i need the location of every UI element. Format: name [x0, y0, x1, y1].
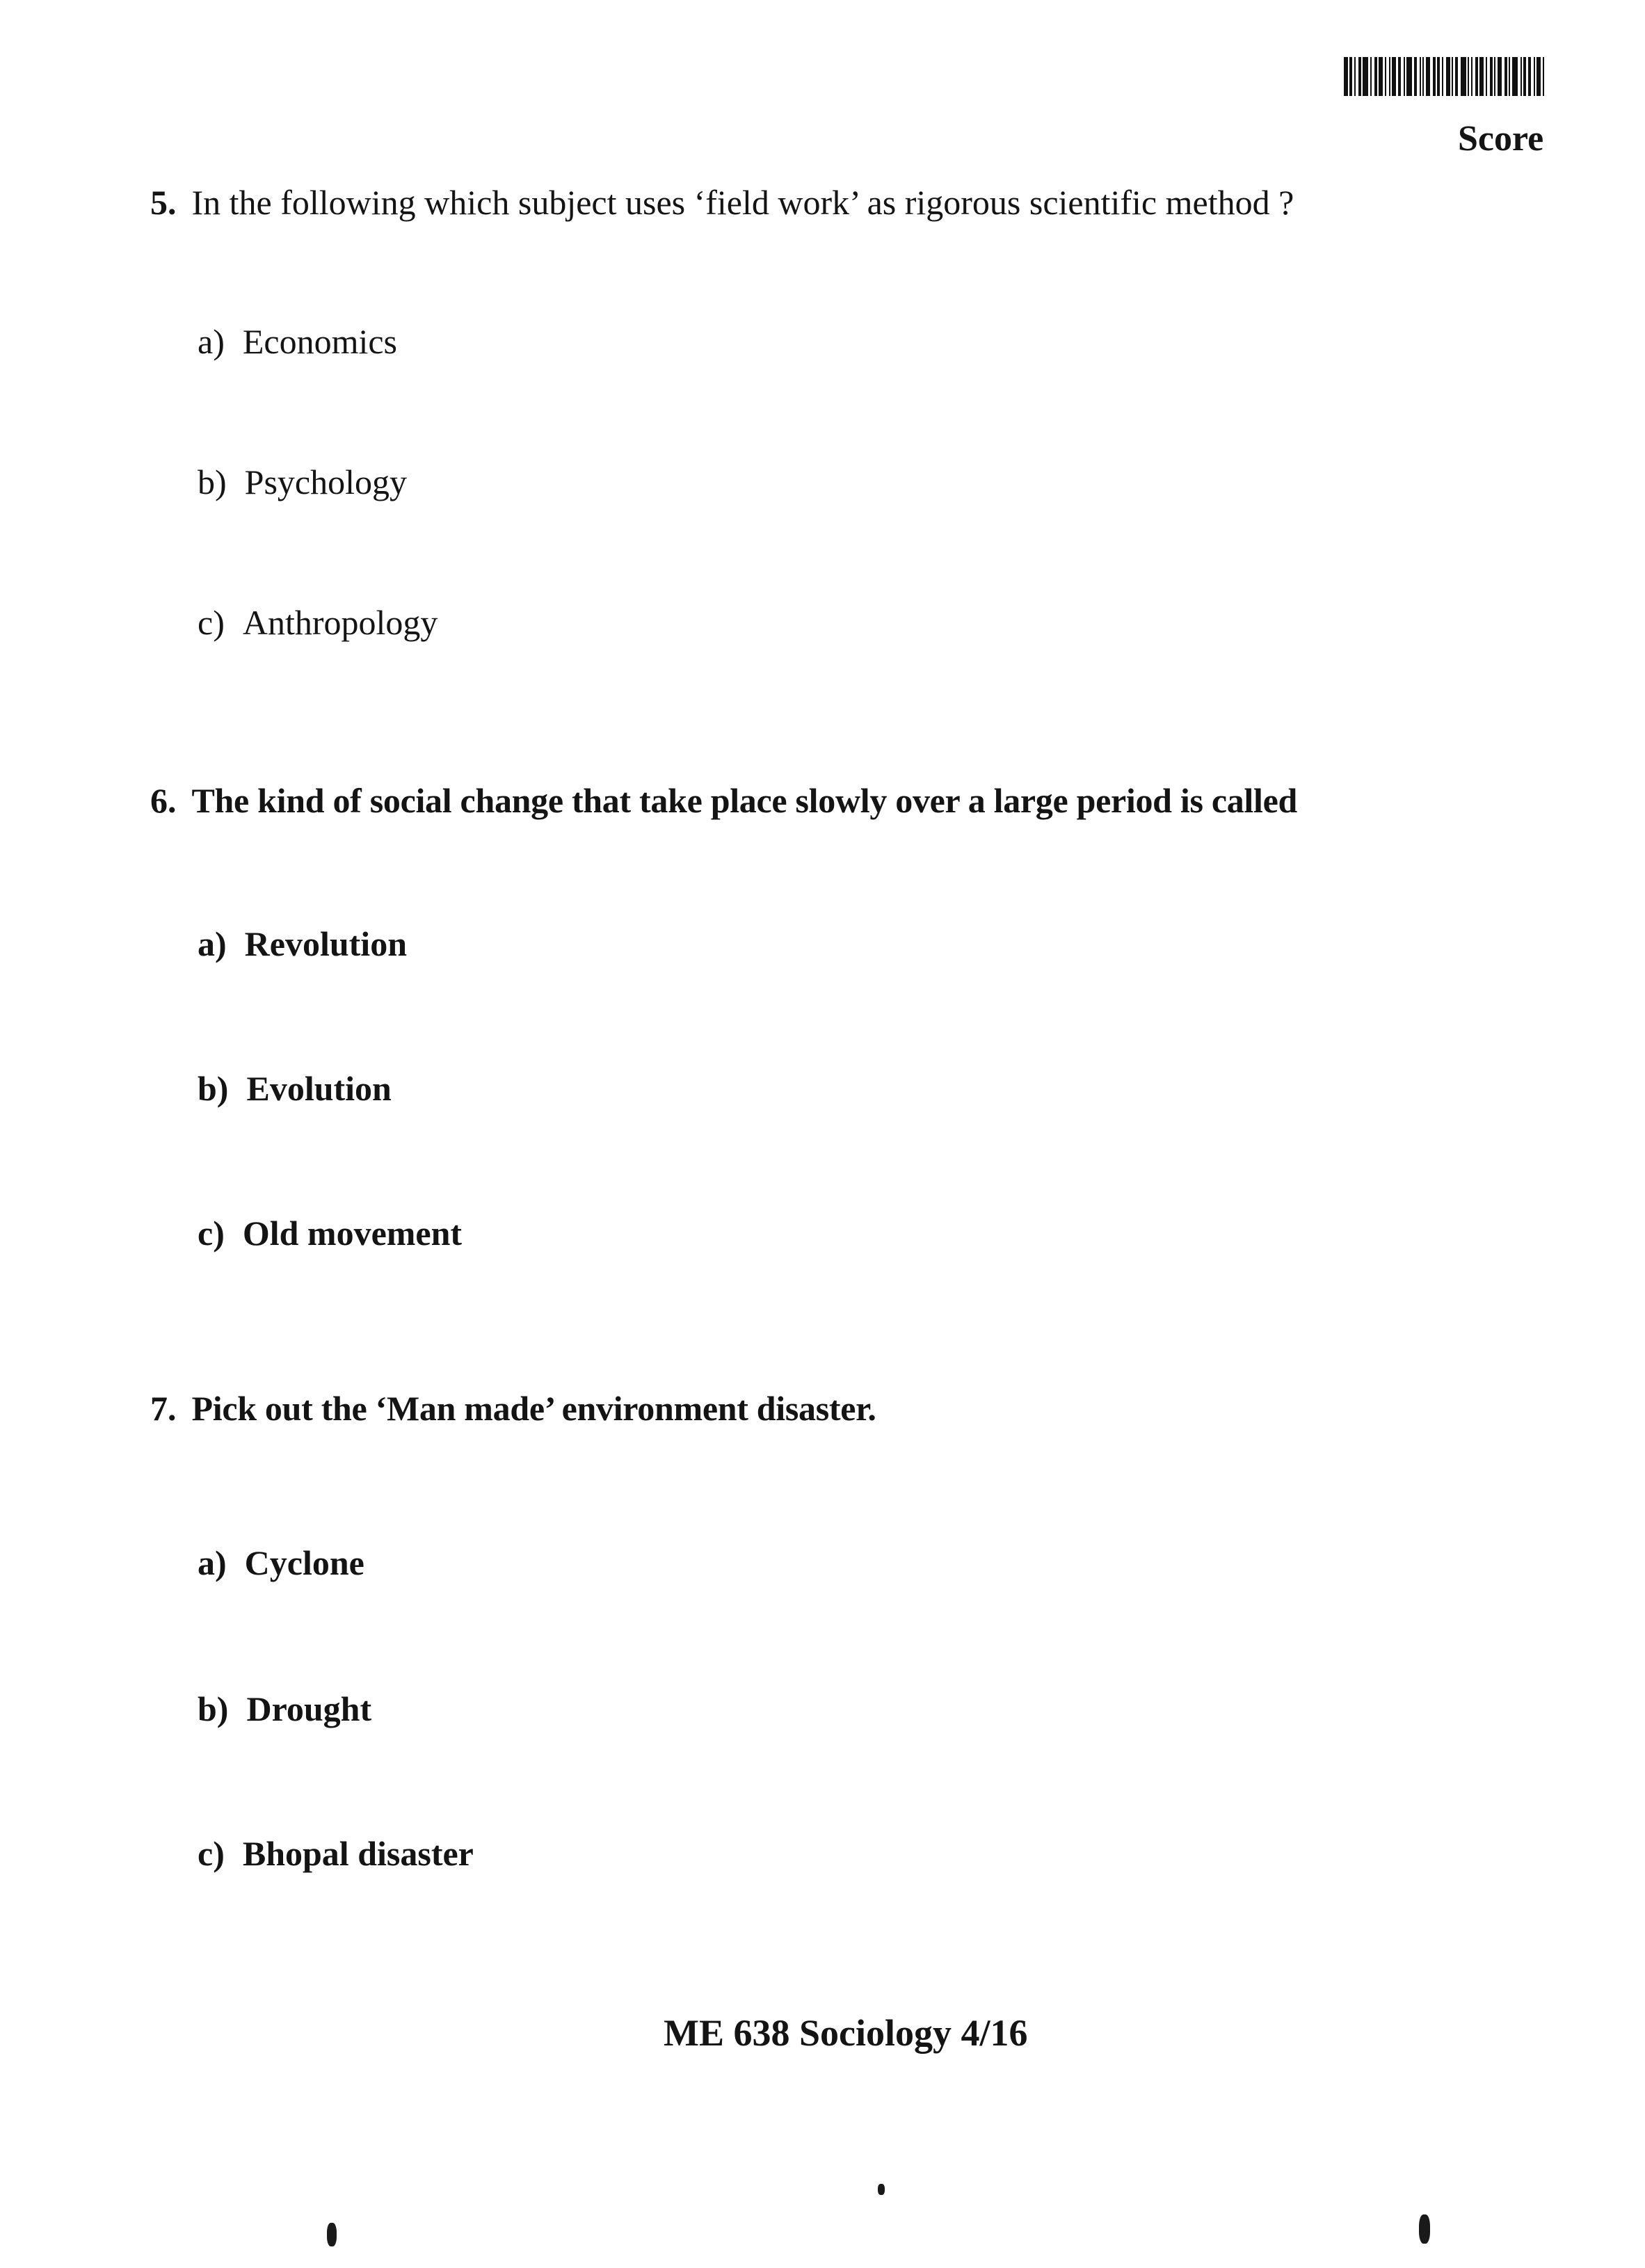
- barcode-bar: [1442, 57, 1443, 96]
- barcode-bar: [1398, 57, 1401, 96]
- barcode-bar: [1486, 57, 1487, 96]
- barcode-bar: [1504, 57, 1507, 96]
- question-7-option-b: [198, 1689, 371, 1729]
- scan-speck: [1419, 2214, 1430, 2244]
- barcode-bar: [1358, 57, 1361, 96]
- barcode-bar: [1479, 57, 1484, 96]
- barcode-bar: [1528, 57, 1531, 96]
- option-letter: b): [198, 1689, 229, 1728]
- option-letter: c): [198, 603, 225, 642]
- question-5-option-b: [198, 462, 407, 502]
- barcode-bar: [1498, 57, 1502, 96]
- barcode: [1344, 57, 1558, 96]
- barcode-bar: [1392, 57, 1396, 96]
- question-number: 6.: [150, 781, 177, 820]
- barcode-bar: [1490, 57, 1493, 96]
- barcode-bar: [1422, 57, 1424, 96]
- barcode-bar: [1437, 57, 1440, 96]
- question-5: [150, 182, 1294, 223]
- question-text: Pick out the ‘Man made’ environment disaster.: [191, 1389, 876, 1428]
- option-letter: b): [198, 463, 227, 501]
- question-text: The kind of social change that take place slowly over a large period is called: [191, 781, 1298, 820]
- barcode-bar: [1433, 57, 1436, 96]
- question-5-option-a: [198, 321, 397, 362]
- question-number: 7.: [150, 1389, 177, 1428]
- option-letter: a): [198, 1543, 227, 1582]
- option-text: Psychology: [244, 463, 408, 501]
- barcode-bar: [1512, 57, 1518, 96]
- barcode-bar: [1420, 57, 1421, 96]
- barcode-bar: [1389, 57, 1390, 96]
- barcode-bar: [1471, 57, 1473, 96]
- question-5-option-c: [198, 602, 438, 643]
- question-7-option-a: [198, 1543, 364, 1583]
- option-text: Cyclone: [244, 1543, 364, 1582]
- scan-speck: [327, 2223, 337, 2246]
- barcode-bar: [1406, 57, 1412, 96]
- option-letter: c): [198, 1214, 225, 1253]
- option-text: Drought: [246, 1689, 372, 1728]
- option-text: Economics: [242, 322, 398, 361]
- option-text: Evolution: [246, 1069, 392, 1108]
- barcode-bar: [1363, 57, 1368, 96]
- score-label: Score: [1458, 119, 1544, 159]
- barcode-bar: [1523, 57, 1526, 96]
- option-text: Bhopal disaster: [242, 1834, 474, 1873]
- barcode-bar: [1374, 57, 1377, 96]
- question-6: [150, 780, 1297, 821]
- barcode-bar: [1543, 57, 1544, 96]
- barcode-bar: [1520, 57, 1522, 96]
- option-letter: b): [198, 1069, 229, 1108]
- barcode-bar: [1379, 57, 1383, 96]
- barcode-bar: [1455, 57, 1458, 96]
- barcode-bar: [1452, 57, 1453, 96]
- question-text: In the following which subject uses ‘field work’ as rigorous scientific method ?: [191, 183, 1294, 222]
- barcode-bar: [1461, 57, 1466, 96]
- question-7-option-c: [198, 1833, 474, 1874]
- barcode-bar: [1354, 57, 1356, 96]
- barcode-bar: [1446, 57, 1450, 96]
- barcode-bar: [1426, 57, 1430, 96]
- barcode-bar: [1494, 57, 1495, 96]
- page-footer: ME 638 Sociology 4/16: [664, 2012, 1028, 2054]
- question-6-option-b: [198, 1068, 392, 1109]
- question-number: 5.: [150, 183, 177, 222]
- question-7: [150, 1388, 876, 1429]
- barcode-bar: [1468, 57, 1469, 96]
- option-letter: c): [198, 1834, 225, 1873]
- barcode-bar: [1414, 57, 1417, 96]
- option-text: Revolution: [244, 924, 408, 963]
- scan-speck: [878, 2184, 885, 2195]
- option-letter: a): [198, 924, 227, 963]
- barcode-bar: [1509, 57, 1510, 96]
- barcode-bar: [1536, 57, 1541, 96]
- barcode-bar: [1404, 57, 1405, 96]
- barcode-bar: [1475, 57, 1478, 96]
- barcode-bar: [1344, 57, 1348, 96]
- option-text: Anthropology: [242, 603, 438, 642]
- barcode-bar: [1385, 57, 1386, 96]
- question-6-option-c: [198, 1213, 462, 1253]
- option-letter: a): [198, 322, 225, 361]
- barcode-bar: [1349, 57, 1352, 96]
- option-text: Old movement: [242, 1214, 463, 1253]
- barcode-bar: [1370, 57, 1372, 96]
- question-6-option-a: [198, 924, 407, 964]
- barcode-bar: [1534, 57, 1535, 96]
